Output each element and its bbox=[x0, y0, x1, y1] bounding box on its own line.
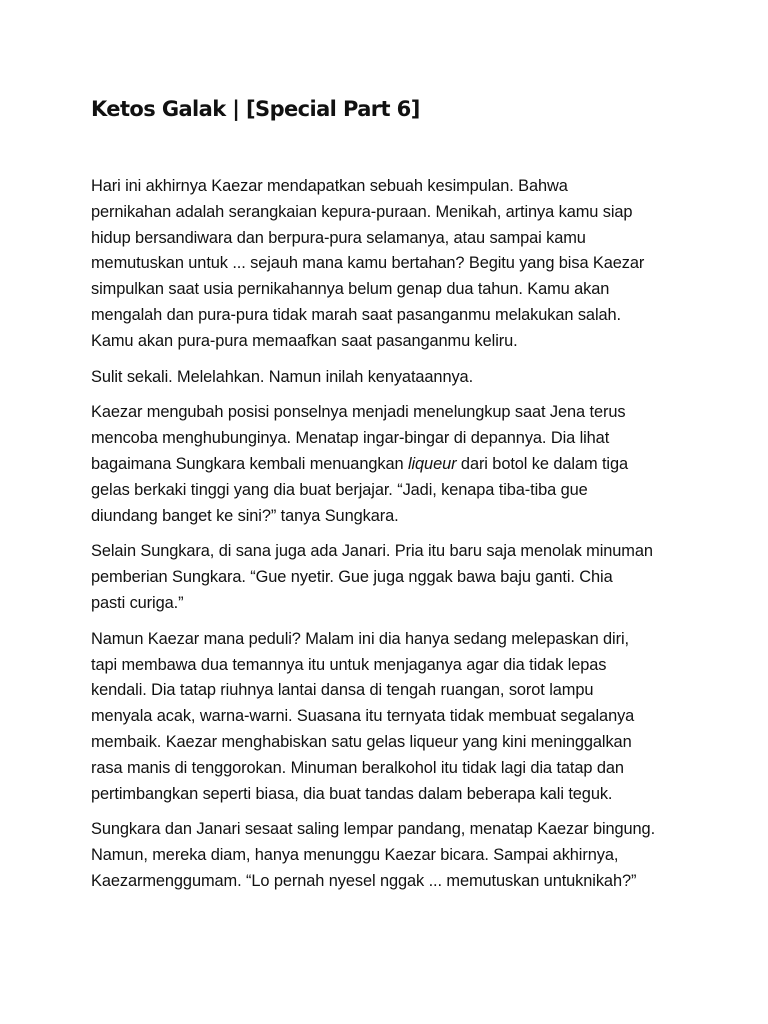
document-page bbox=[91, 92, 691, 905]
text-line: Namun, mereka diam, hanya menunggu Kaezar bicara. Sampai akhirnya, bbox=[91, 846, 619, 865]
text-line: menyala acak, warna-warni. Suasana itu ternyata tidak membuat segalanya bbox=[91, 707, 635, 726]
text-line: hidup bersandiwara dan berpura-pura selamanya, atau sampai kamu bbox=[91, 228, 586, 247]
text-line: Kaezar mengubah posisi ponselnya menjadi menelungkup saat Jena terus bbox=[91, 403, 626, 422]
text-line: memutuskan untuk ... sejauh mana kamu bertahan? Begitu yang bisa Kaezar bbox=[91, 254, 645, 273]
text-line-with-italic bbox=[91, 452, 691, 478]
text-line: pernikahan adalah serangkaian kepura-puraan. Menikah, artinya kamu siap bbox=[91, 202, 633, 221]
text-line: gelas berkaki tinggi yang dia buat berjajar. “Jadi, kenapa tiba-tiba gue bbox=[91, 480, 588, 499]
text-line: kendali. Dia tatap riuhnya lantai dansa di tengah ruangan, sorot lampu bbox=[91, 681, 594, 700]
text-line: Sulit sekali. Melelahkan. Namun inilah kenyataannya. bbox=[91, 367, 474, 386]
text-line: simpulkan saat usia pernikahannya belum genap dua tahun. Kamu akan bbox=[91, 280, 610, 299]
italic-word: liqueur bbox=[407, 454, 457, 473]
text-line: Kamu akan pura-pura memaafkan saat pasanganmu keliru. bbox=[91, 331, 518, 350]
text-line: Kaezarmenggumam. “Lo pernah nyesel nggak ... memutuskan untuknikah?” bbox=[91, 871, 637, 890]
paragraph-1 bbox=[91, 174, 691, 355]
text-line: mengalah dan pura-pura tidak marah saat pasanganmu melakukan salah. bbox=[91, 305, 621, 324]
text-line: Hari ini akhirnya Kaezar mendapatkan sebuah kesimpulan. Bahwa bbox=[91, 177, 568, 195]
text-line: Sungkara dan Janari sesaat saling lempar pandang, menatap Kaezar bingung. bbox=[91, 820, 656, 839]
text-line: Namun Kaezar mana peduli? Malam ini dia hanya sedang melepaskan diri, bbox=[91, 629, 629, 648]
text-segment: bagaimana Sungkara kembali menuangkan bbox=[91, 454, 408, 473]
paragraph-4 bbox=[91, 539, 691, 616]
text-line: pemberian Sungkara. “Gue nyetir. Gue juga nggak bawa baju ganti. Chia bbox=[91, 568, 613, 587]
text-line: mencoba menghubunginya. Menatap ingar-bingar di depannya. Dia lihat bbox=[91, 429, 610, 448]
document-title: Ketos Galak | [Special Part 6] bbox=[91, 97, 420, 121]
paragraph-2 bbox=[91, 365, 691, 391]
text-line: pertimbangkan seperti biasa, dia buat tandas dalam beberapa kali teguk. bbox=[91, 784, 613, 803]
text-line: Selain Sungkara, di sana juga ada Janari. Pria itu baru saja menolak minuman bbox=[91, 542, 653, 561]
text-line: pasti curiga.” bbox=[91, 593, 184, 612]
text-line: tapi membawa dua temannya itu untuk menjaganya agar dia tidak lepas bbox=[91, 655, 607, 674]
text-line: diundang banget ke sini?” tanya Sungkara. bbox=[91, 506, 399, 525]
text-line: membaik. Kaezar menghabiskan satu gelas liqueur yang kini meninggalkan bbox=[91, 732, 632, 751]
paragraph-5 bbox=[91, 627, 691, 808]
text-segment: dari botol ke dalam tiga bbox=[456, 454, 628, 473]
paragraph-6 bbox=[91, 817, 691, 894]
paragraph-3 bbox=[91, 400, 691, 529]
text-line: rasa manis di tenggorokan. Minuman beralkohol itu tidak lagi dia tatap dan bbox=[91, 758, 624, 777]
